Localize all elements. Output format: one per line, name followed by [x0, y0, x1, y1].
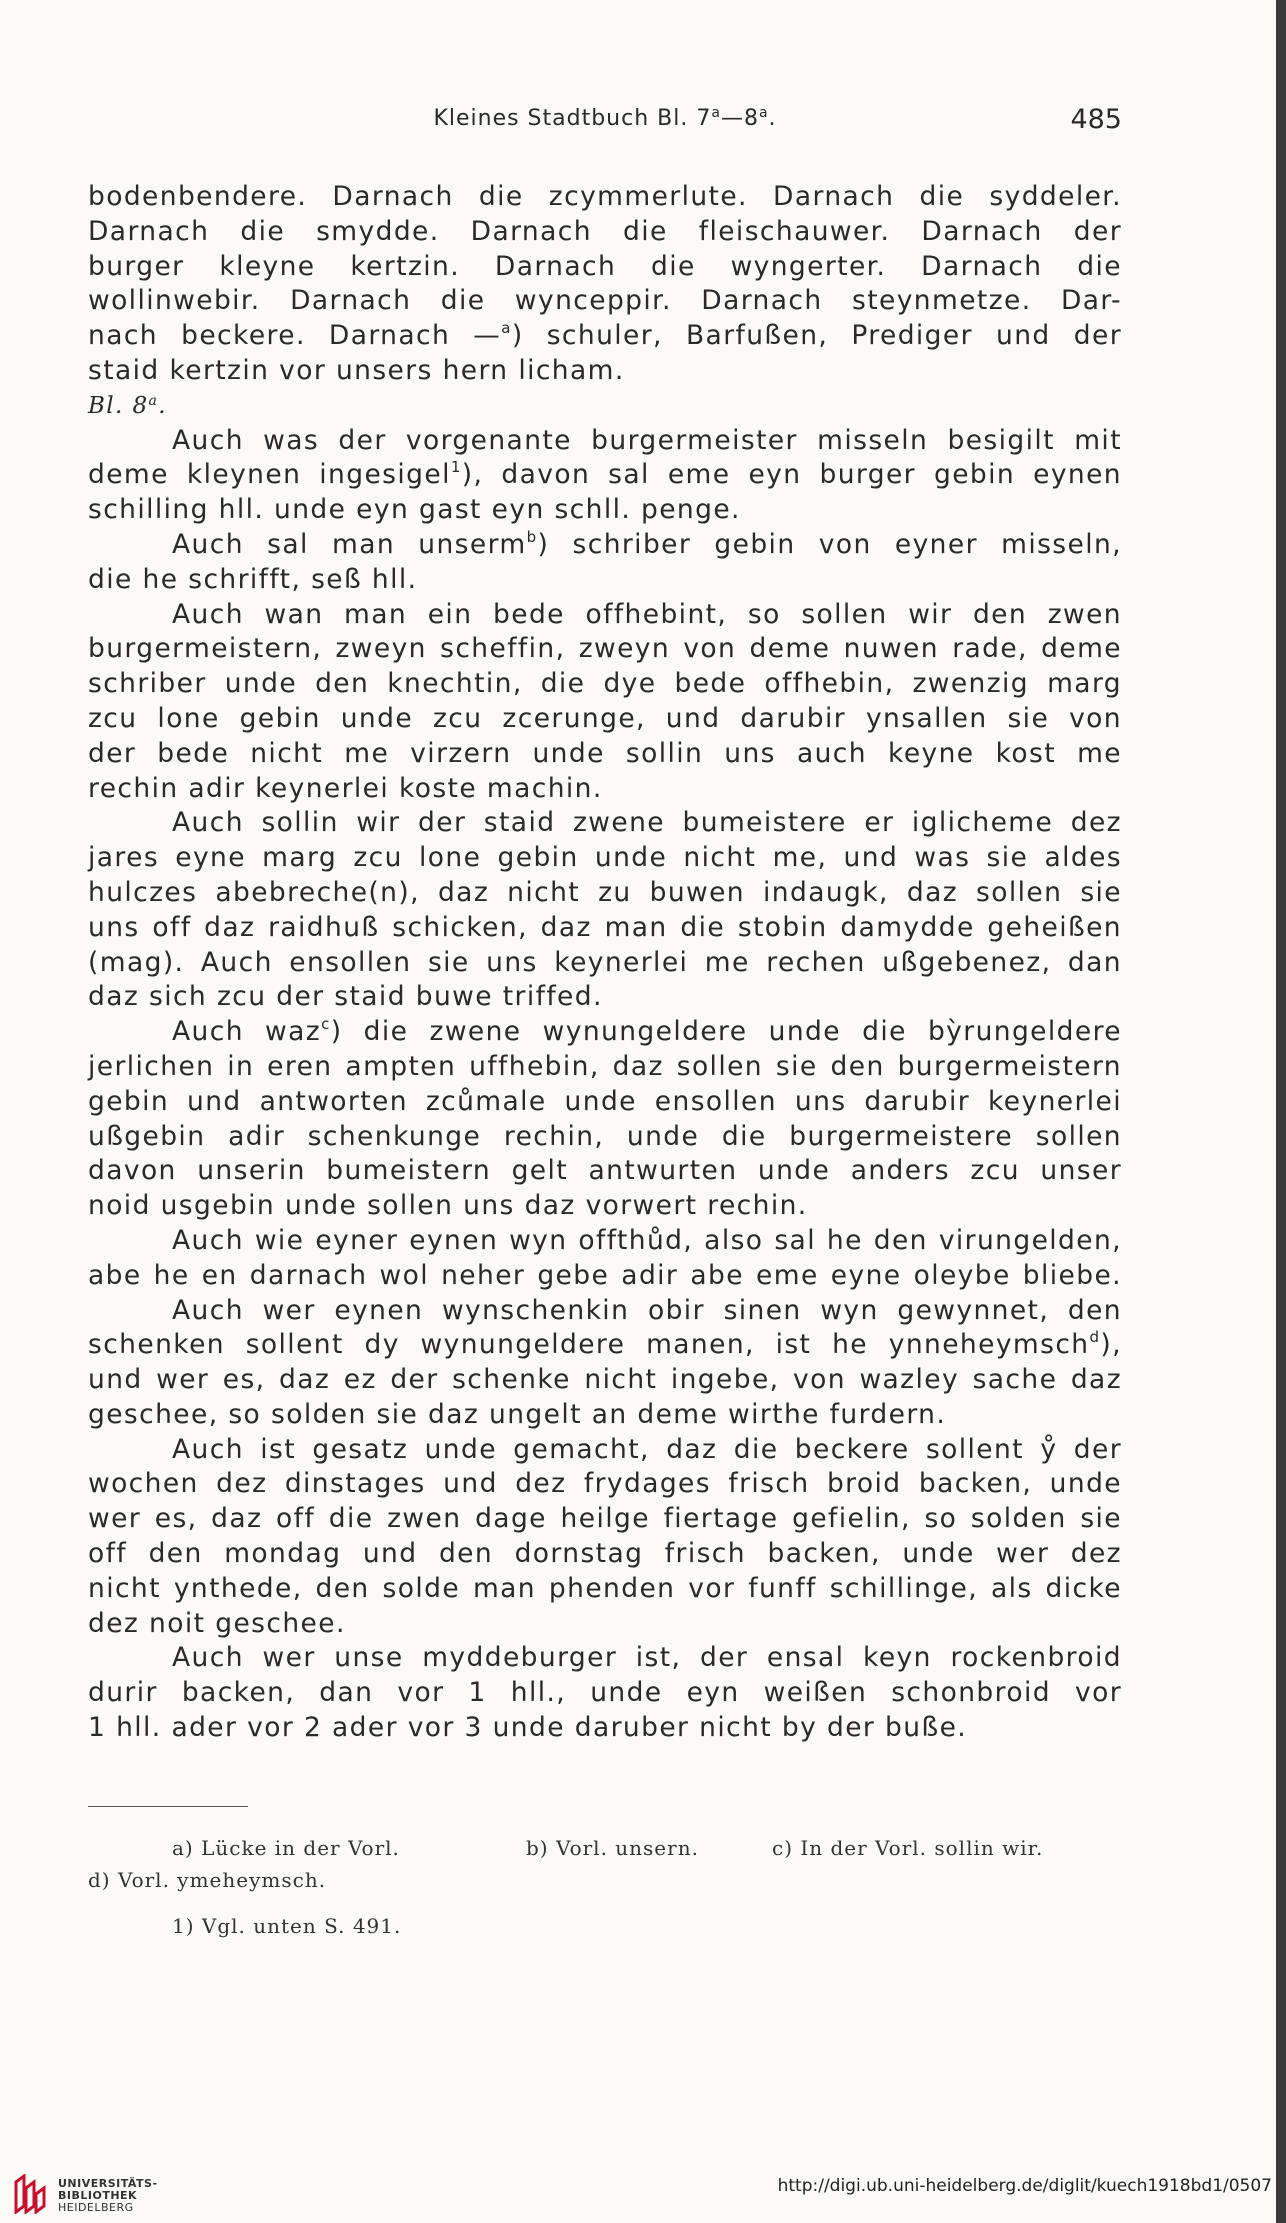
text-line: jerlichen in eren ampten uffhebin, daz sollen sie den burgermeistern [88, 1050, 1122, 1082]
text-line: wochen dez dinstages und dez frydages frisch broid backen, unde [88, 1468, 1122, 1500]
text-line: burger kleyne kertzin. Darnach die wyngerter. Darnach die [88, 250, 1122, 282]
text-line: noid usgebin unde sollen uns daz vorwert rechin. [88, 1190, 808, 1222]
body-text [88, 180, 1122, 1746]
library-logo-icon [12, 2174, 50, 2214]
text-line: der bede nicht me virzern unde sollin uns auch keyne kost me [88, 737, 1122, 769]
text-line: und wer es, daz ez der schenke nicht ingebe, von wazley sache daz [88, 1364, 1122, 1396]
text-line: zcu lone gebin unde zcu zcerunge, und darubir ynsallen sie von [88, 702, 1122, 734]
footnotes [88, 1832, 1122, 1942]
footnote-separator [88, 1806, 248, 1807]
footnote-row [88, 1910, 1122, 1942]
text-line: uns off daz raidhuß schicken, daz man die stobin damydde geheißen [88, 911, 1122, 943]
running-title: Kleines Stadtbuch Bl. 7$^a$—8$^a$. [433, 105, 777, 131]
text-line: Auch wer unse myddeburger ist, der ensal keyn rockenbroid [172, 1642, 1122, 1674]
text-line: davon unserin bumeistern gelt antwurten unde anders zcu unser [88, 1155, 1122, 1187]
leaf-marker: Bl. 8$^a$. [88, 392, 167, 419]
text-line: wollinwebir. Darnach die wynceppir. Darnach steynmetze. Dar- [88, 285, 1122, 317]
text-line: schriber unde den knechtin, die dye bede offhebin, zwenzig marg [88, 668, 1122, 700]
text-line: schilling hll. unde eyn gast eyn schll. penge. [88, 494, 741, 526]
footnote-d: d) Vorl. ymeheymsch. [88, 1868, 327, 1892]
text-line: wer es, daz off die zwen dage heilge fiertage gefielin, so solden sie [88, 1503, 1122, 1535]
page-number: 485 [1070, 104, 1122, 135]
text-line: durir backen, dan vor 1 hll., unde eyn weißen schonbroid vor [88, 1677, 1122, 1709]
text-line: ußgebin adir schenkunge rechin, unde die burgermeistere sollen [88, 1120, 1122, 1152]
text-line: Auch was der vorgenante burgermeister misseln besigilt mit [172, 424, 1122, 456]
text-line: Auch wer eynen wynschenkin obir sinen wyn gewynnet, den [172, 1294, 1122, 1326]
text-line: rechin adir keynerlei koste machin. [88, 772, 603, 804]
text-line: hulczes abebreche(n), daz nicht zu buwen indaugk, daz sollen sie [88, 876, 1122, 908]
text-line: burgermeistern, zweyn scheffin, zweyn von deme nuwen rade, deme [88, 633, 1122, 665]
text-line: abe he en darnach wol neher gebe adir abe eme eyne oleybe bliebe. [88, 1259, 1122, 1291]
text-line: gebin und antworten zcůmale unde ensollen uns darubir keynerlei [88, 1085, 1122, 1117]
footnote-c: c) In der Vorl. sollin wir. [772, 1836, 1044, 1860]
page-edge [1276, 0, 1286, 2223]
text-line: nicht ynthede, den solde man phenden vor funff schillinge, als dicke [88, 1572, 1122, 1604]
source-url[interactable]: http://digi.ub.uni-heidelberg.de/diglit/kuech1918bd1/0507 [777, 2176, 1272, 2196]
text-line: Auch ist gesatz unde gemacht, daz die beckere sollent ẙ der [172, 1433, 1122, 1465]
footnote-b: b) Vorl. unsern. [526, 1836, 699, 1860]
text-line: off den mondag und den dornstag frisch backen, unde wer dez [88, 1538, 1122, 1570]
text-line: die he schrifft, seß hll. [88, 563, 418, 595]
footnote-1: 1) Vgl. unten S. 491. [172, 1914, 402, 1938]
text-line: nach beckere. Darnach —$^a$) schuler, Barfußen, Prediger und der [88, 319, 1122, 352]
text-line: bodenbendere. Darnach die zcymmerlute. Darnach die syddeler. [88, 181, 1122, 212]
footnote-row [88, 1832, 1122, 1864]
text-line: jares eyne marg zcu lone gebin unde nicht me, und was sie aldes [88, 842, 1122, 874]
text-line: geschee, so solden sie daz ungelt an deme wirthe furdern. [88, 1398, 947, 1430]
library-logo [12, 2172, 172, 2216]
text-line: daz sich zcu der staid buwe triffed. [88, 981, 603, 1013]
running-head [88, 104, 1122, 140]
text-line: dez noit geschee. [88, 1607, 346, 1639]
text-line: schenken sollent dy wynungeldere manen, ist he ynneheymsch$^d$), [88, 1328, 1122, 1361]
library-name: UNIVERSITÄTS- BIBLIOTHEK HEIDELBERG [58, 2177, 158, 2214]
text-line: Auch wan man ein bede offhebint, so sollen wir den zwen [172, 598, 1122, 630]
text-line: deme kleynen ingesigel$^1$), davon sal eme eyn burger gebin eynen [88, 458, 1122, 491]
footnote-a: a) Lücke in der Vorl. [172, 1836, 400, 1860]
text-line: Auch waz$^c$) die zwene wynungeldere unde die bỳrungeldere [172, 1015, 1122, 1048]
text-line: staid kertzin vor unsers hern licham. [88, 354, 625, 386]
footnote-row [88, 1864, 1122, 1896]
text-line: 1 hll. ader vor 2 ader vor 3 unde daruber nicht by der buße. [88, 1712, 968, 1744]
text-line: Auch sal man unserm$^b$) schriber gebin von eyner misseln, [172, 527, 1122, 560]
text-line: Auch sollin wir der staid zwene bumeistere er iglicheme dez [172, 807, 1122, 839]
text-line: (mag). Auch ensollen sie uns keynerlei me rechen ußgebenez, dan [88, 946, 1122, 978]
text-line: Auch wie eyner eynen wyn offthůd, also sal he den virungelden, [172, 1224, 1122, 1256]
text-line: Darnach die smydde. Darnach die fleischauwer. Darnach der [88, 215, 1122, 247]
